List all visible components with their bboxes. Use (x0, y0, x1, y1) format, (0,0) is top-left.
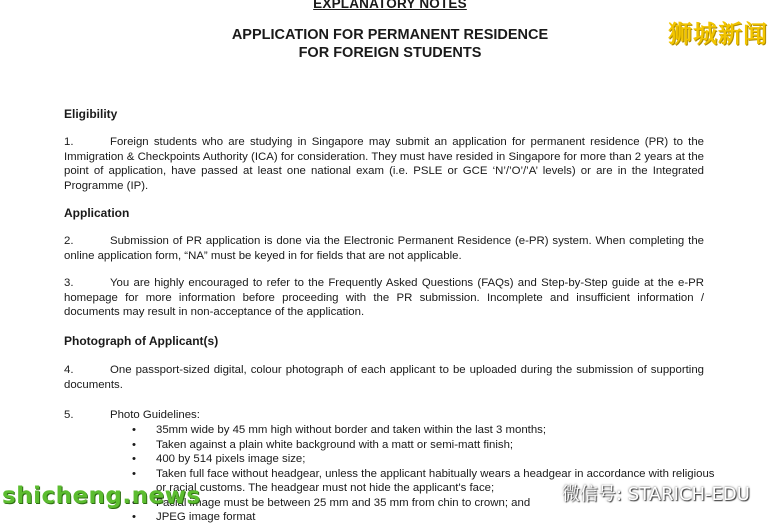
document-title-line1: APPLICATION FOR PERMANENT RESIDENCE (231, 27, 549, 43)
photo-guidelines-list (132, 423, 722, 525)
paragraph-5 (64, 408, 704, 423)
paragraph-number: 3. (64, 277, 74, 289)
list-item: • JPEG image format (132, 510, 722, 525)
list-item: • 400 by 514 pixels image size; (132, 452, 722, 467)
paragraph-number: 1. (64, 136, 74, 148)
paragraph-number: 5. (64, 409, 74, 421)
document-title-line2: FOR FOREIGN STUDENTS (298, 45, 482, 61)
paragraph-number: 2. (64, 235, 74, 247)
list-item: • Taken against a plain white background with a matt or semi-matt finish; (132, 438, 722, 453)
wechat-label: 微信号: STARICH-EDU (562, 484, 750, 505)
paragraph-text: Photo Guidelines: (110, 409, 200, 421)
notes-title: EXPLANATORY NOTES (313, 0, 467, 11)
paragraph-1 (64, 135, 704, 193)
list-item: • 35mm wide by 45 mm high without border and taken within the last 3 months; (132, 423, 722, 438)
paragraph-number: 4. (64, 364, 74, 376)
wechat-icon (530, 482, 556, 504)
list-item: • Facial image must be between 25 mm and 35 mm from chin to crown; and (132, 496, 722, 511)
paragraph-3 (64, 276, 704, 320)
heading-application: Application (64, 206, 130, 220)
paragraph-text: Submission of PR application is done via the Electronic Permanent Residence (e-PR) system. When completing the online application form, “NA” must be keyed in for fields that are not applicable. (64, 235, 704, 262)
heading-eligibility: Eligibility (64, 107, 118, 121)
heading-photograph: Photograph of Applicant(s) (64, 334, 219, 348)
paragraph-4 (64, 363, 704, 392)
paragraph-2 (64, 234, 704, 263)
paragraph-text: One passport-sized digital, colour photograph of each applicant to be uploaded during the submission of supporting documents. (64, 364, 704, 391)
paragraph-text: You are highly encouraged to refer to the Frequently Asked Questions (FAQs) and Step-by-Step guide at the e-PR homepage for more information before proceeding with the PR submission. Incomplete and insufficient information / documents may result in non-acceptance of the application. (64, 277, 704, 318)
watermark-wechat (530, 480, 750, 506)
watermark-site: shicheng.news (2, 483, 201, 509)
paragraph-text: Foreign students who are studying in Singapore may submit an application for permanent residence (PR) to the Immigration & Checkpoints Authority (ICA) for consideration. They must have resided in Singapore for more than 2 years at the point of application, have passed at least one national exam (i.e. PSLE or GCE ‘N’/’O’/’A’ levels) or are in the Integrated Programme (IP). (64, 136, 704, 192)
watermark-top-right: 狮城新闻 (668, 20, 768, 48)
list-item: • Taken full face without headgear, unless the applicant habitually wears a headgear in accordance with religious or racial customs. The headgear must not hide the applicant's face; (132, 467, 722, 496)
